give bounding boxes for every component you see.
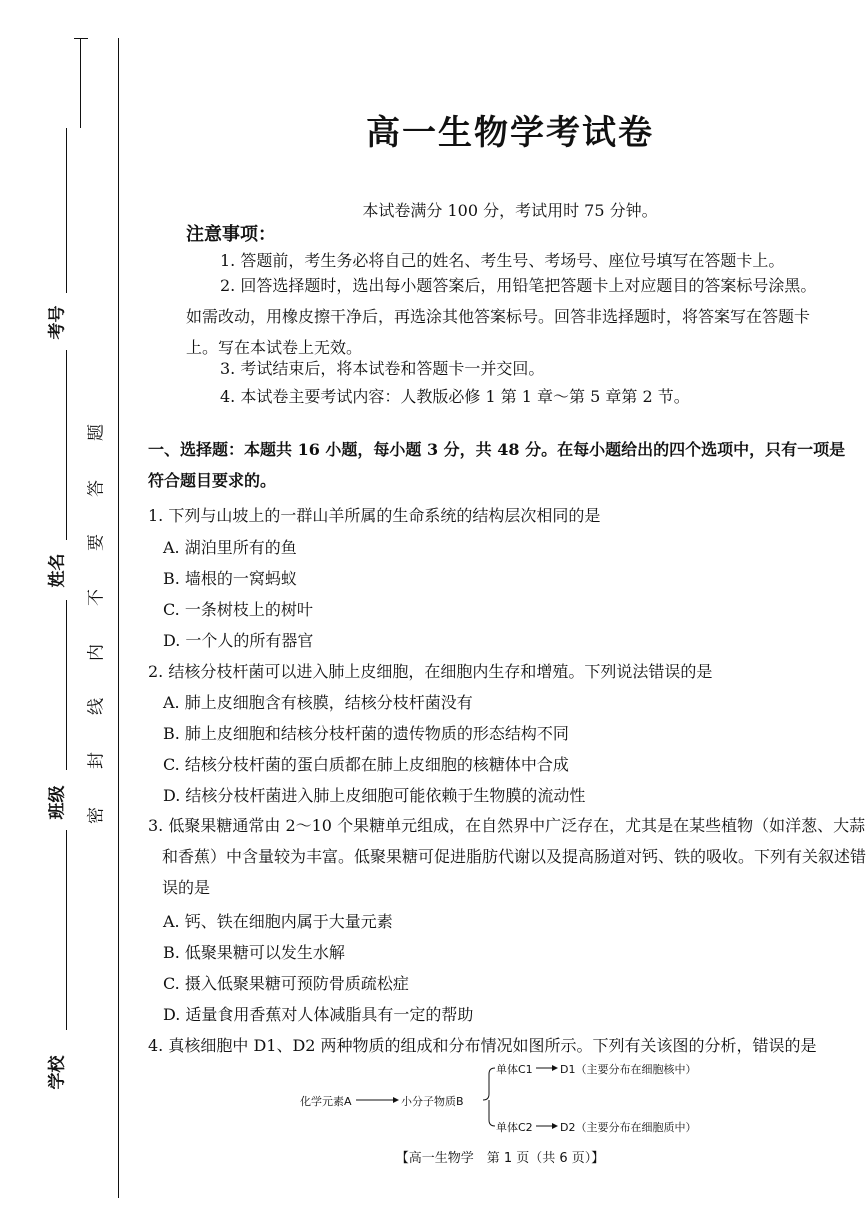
seal-char: 封 <box>86 752 107 769</box>
diagram-element-a: 化学元素A <box>300 1095 352 1108</box>
composition-diagram <box>300 1060 760 1135</box>
seal-char: 答 <box>86 480 107 497</box>
exam-no-line <box>66 128 67 293</box>
question-1-option-b: B. 墙根的一窝蚂蚁 <box>163 569 297 588</box>
exam-title: 高一生物学考试卷 <box>366 113 654 153</box>
label-name: 姓名 <box>47 553 68 588</box>
name-line <box>66 350 67 540</box>
question-3-option-b: B. 低聚果糖可以发生水解 <box>163 943 345 962</box>
seal-char: 密 <box>86 807 107 824</box>
label-exam-no: 考号 <box>47 305 68 340</box>
notice-item-4: 4. 本试卷主要考试内容：人教版必修 1 第 1 章～第 5 章第 2 节。 <box>220 387 690 406</box>
question-4-stem: 4. 真核细胞中 D1、D2 两种物质的组成和分布情况如图所示。下列有关该图的分析，错误的是 <box>148 1036 817 1055</box>
notice-item-2: 2. 回答选择题时，选出每小题答案后，用铅笔把答题卡上对应题目的答案标号涂黑。如需改动，用橡皮擦干净后，再选涂其他答案标号。回答非选择题时，将答案写在答题卡上。写在本试卷上无效。 <box>186 276 817 357</box>
binding-margin <box>0 0 135 1227</box>
question-3-option-c: C. 摄入低聚果糖可预防骨质疏松症 <box>163 974 409 993</box>
binding-outer-line <box>118 38 119 1198</box>
question-2-option-b: B. 肺上皮细胞和结核分枝杆菌的遗传物质的形态结构不同 <box>163 724 569 743</box>
question-2-stem: 2. 结核分枝杆菌可以进入肺上皮细胞，在细胞内生存和增殖。下列说法错误的是 <box>148 662 713 681</box>
diagram-monomer-c2: 单体C2 <box>496 1121 533 1134</box>
diagram-monomer-c1: 单体C1 <box>496 1063 533 1076</box>
diagram-d2: D2（主要分布在细胞质中） <box>560 1121 697 1134</box>
school-line <box>66 830 67 1030</box>
notice-heading: 注意事项： <box>186 224 276 245</box>
question-2-option-d: D. 结核分枝杆菌进入肺上皮细胞可能依赖于生物膜的流动性 <box>163 786 586 805</box>
seal-char: 题 <box>86 424 107 441</box>
seal-char: 要 <box>86 534 107 551</box>
page-footer: 【高一生物学 第 1 页（共 6 页）】 <box>395 1151 605 1166</box>
question-2-option-c: C. 结核分枝杆菌的蛋白质都在肺上皮细胞的核糖体中合成 <box>163 755 569 774</box>
label-school: 学校 <box>47 1055 68 1090</box>
diagram-d1: D1（主要分布在细胞核中） <box>560 1063 697 1076</box>
diagram-small-molecule-b: 小分子物质B <box>401 1095 464 1108</box>
class-line <box>66 600 67 770</box>
exam-info: 本试卷满分 100 分，考试用时 75 分钟。 <box>362 201 658 220</box>
question-1-option-d: D. 一个人的所有器官 <box>163 631 314 650</box>
notice-item-3: 3. 考试结束后，将本试卷和答题卡一并交回。 <box>220 359 545 378</box>
question-1-option-c: C. 一条树枝上的树叶 <box>163 600 313 619</box>
margin-tick-top <box>74 38 88 39</box>
section-heading-text: 一、选择题：本题共 16 小题，每小题 3 分，共 48 分。在每小题给出的四个选项中，只有一项是符合题目要求的。 <box>148 440 846 490</box>
question-1-option-a: A. 湖泊里所有的鱼 <box>163 538 297 557</box>
seal-char: 内 <box>86 644 107 661</box>
question-3-option-d: D. 适量食用香蕉对人体减脂具有一定的帮助 <box>163 1005 474 1024</box>
section-heading <box>148 434 853 496</box>
seal-char: 线 <box>86 698 107 715</box>
notice-item-1: 1. 答题前，考生务必将自己的姓名、考生号、考场号、座位号填写在答题卡上。 <box>220 251 785 270</box>
margin-line-top <box>80 38 81 128</box>
seal-char: 不 <box>86 589 107 606</box>
question-3-stem: 3. 低聚果糖通常由 2～10 个果糖单元组成，在自然界中广泛存在，尤其是在某些植物（如洋葱、大蒜和香蕉）中含量较为丰富。低聚果糖可促进脂肪代谢以及提高肠道对钙、铁的吸收。下列有关叙述错误的是 <box>148 816 867 897</box>
question-3-option-a: A. 钙、铁在细胞内属于大量元素 <box>163 912 393 931</box>
question-2-option-a: A. 肺上皮细胞含有核膜，结核分枝杆菌没有 <box>163 693 473 712</box>
question-1-stem: 1. 下列与山坡上的一群山羊所属的生命系统的结构层次相同的是 <box>148 506 601 525</box>
label-class: 班级 <box>47 785 68 820</box>
